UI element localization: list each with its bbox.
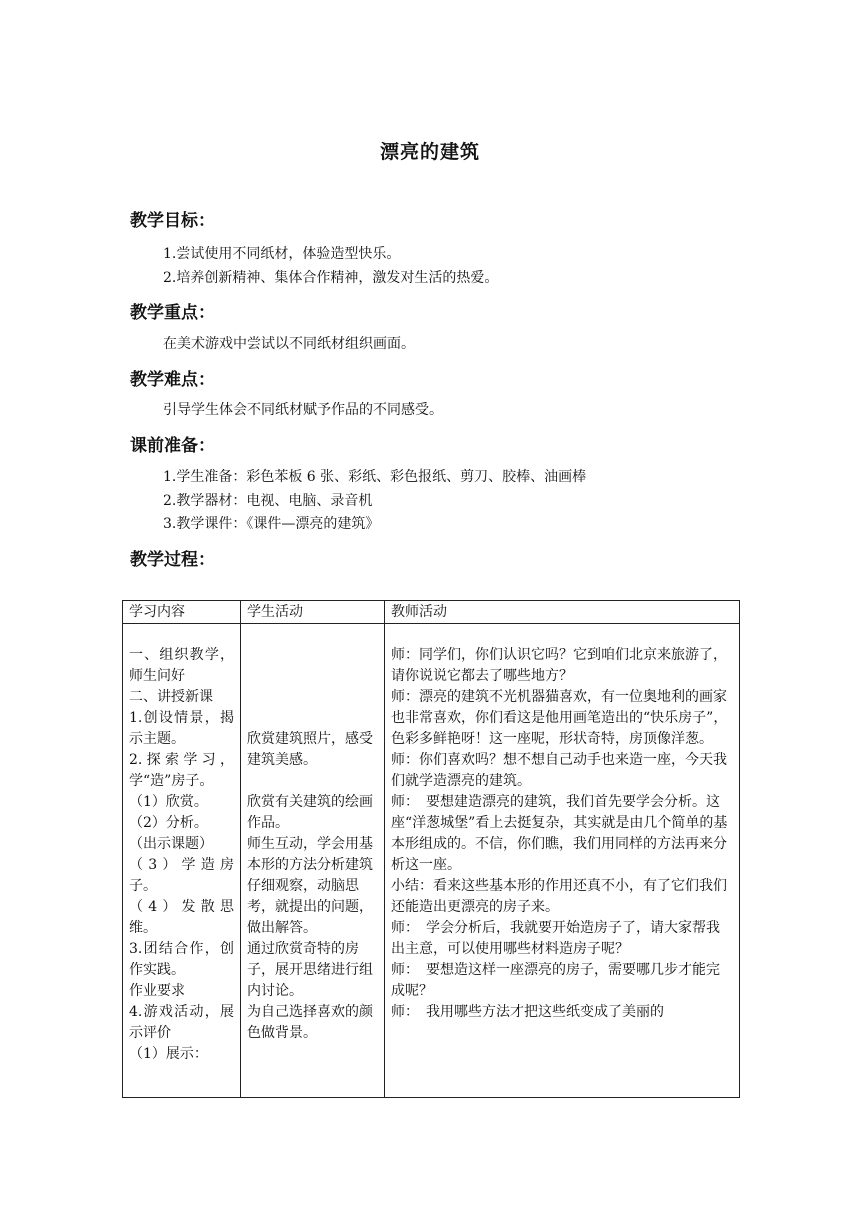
objective-line-2: 2.培养创新精神、集体合作精神，激发对生活的热爱。 bbox=[163, 270, 499, 286]
key-point-line-1: 在美术游戏中尝试以不同纸材组织画面。 bbox=[163, 336, 415, 352]
preparation-line-1: 1.学生准备：彩色苯板 6 张、彩纸、彩色报纸、剪刀、胶棒、油画棒 bbox=[163, 469, 587, 485]
header-content: 学习内容 bbox=[123, 601, 241, 624]
objectives-heading: 教学目标： bbox=[130, 211, 215, 231]
objective-line-1: 1.尝试使用不同纸材，体验造型快乐。 bbox=[163, 246, 401, 262]
preparation-heading: 课前准备： bbox=[130, 436, 215, 456]
difficulty-line-1: 引导学生体会不同纸材赋予作品的不同感受。 bbox=[163, 402, 443, 418]
header-teacher-activity: 教师活动 bbox=[385, 601, 740, 624]
difficulties-heading: 教学难点： bbox=[130, 370, 215, 390]
process-heading: 教学过程： bbox=[130, 550, 215, 570]
teacher-activity-cell: 师：同学们，你们认识它吗？它到咱们北京来旅游了，请你说说它都去了哪些地方？ 师：漂亮的建筑不光机器猫喜欢，有一位奥地利的画家也非常喜欢，你们看这是他用画笔造出的“快乐房子”，色彩多鲜艳呀！这一座呢，形状奇特，房顶像洋葱。 师：你们喜欢吗？想不想自己动手也来造一座，今天我们就学造漂亮的建筑。 师： 要想建造漂亮的建筑，我们首先要学会分析。这座“洋葱城堡”看上去挺复杂，其实就是由几个简单的基本形组成的。不信，你们瞧，我们用同样的方法再来分析这一座。 小结：看来这些基本形的作用还真不小，有了它们我们还能造出更漂亮的房子来。 师： 学会分析后，我就要开始造房子了，请大家帮我出主意，可以使用哪些材料造房子呢？ 师： 要想造这样一座漂亮的房子，需要哪几步才能完成呢？ 师： 我用哪些方法才把这些纸变成了美丽的 bbox=[391, 647, 728, 1020]
header-student-activity: 学生活动 bbox=[241, 601, 385, 624]
page-title: 漂亮的建筑 bbox=[379, 141, 480, 163]
student-activity-cell: 欣赏建筑照片，感受建筑美感。 欣赏有关建筑的绘画作品。 师生互动，学会用基本形的方法分析建筑 仔细观察，动脑思考，就提出的问题，做出解答。 通过欣赏奇特的房子，展开思绪进行组内讨论。 为自己选择喜欢的颜色做背景。 bbox=[247, 731, 373, 1041]
content-cell: 一、组织教学，师生问好 二、讲授新课 1.创设情景，揭示主题。 2.探索学习，学“造”房子。 （1）欣赏。 （2）分析。 （出示课题） （3）学造房子。 （4）发散思维。 3.团结合作，创作实践。 作业要求 4.游戏活动，展示评价 （1）展示： bbox=[129, 647, 234, 1062]
table-header-row bbox=[123, 601, 740, 624]
table-row bbox=[123, 624, 740, 1098]
preparation-line-2: 2.教学器材：电视、电脑、录音机 bbox=[163, 493, 373, 509]
preparation-line-3: 3.教学课件：《课件—漂亮的建筑》 bbox=[163, 516, 380, 532]
key-points-heading: 教学重点： bbox=[130, 303, 215, 323]
lesson-process-table bbox=[122, 600, 740, 1098]
